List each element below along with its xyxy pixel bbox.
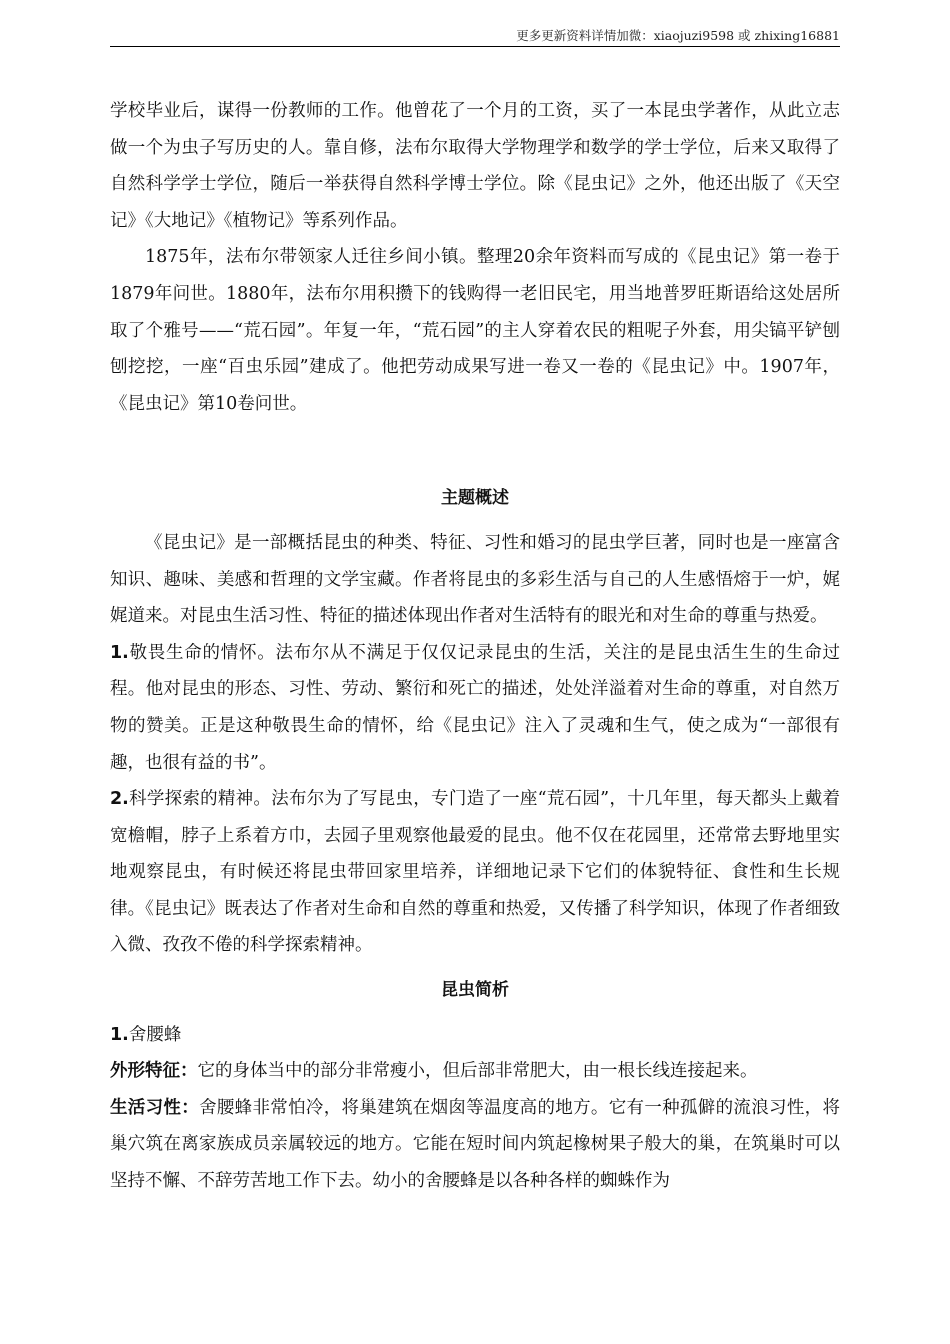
document-body [110, 93, 840, 1200]
heading-spacer [110, 517, 840, 525]
insect-habit-label: 生活习性： [110, 1097, 200, 1118]
insect-shape-text: 它的身体当中的部分非常瘦小，但后部非常肥大，由一根长线连接起来。 [197, 1061, 758, 1082]
header-rule [110, 46, 840, 47]
insect-item-number: 1. [110, 1024, 129, 1045]
section-heading-insects: 昆虫简析 [441, 980, 509, 1001]
theme-item-2-text: 科学探索的精神。法布尔为了写昆虫，专门造了一座“荒石园”，十几年里，每天都头上戴着宽檐帽，脖子上系着方巾，去园子里观察他最爱的昆虫。他不仅在花园里，还常常去野地里实地观察昆虫，有时候还将昆虫带回家里培养，详细地记录下它们的体貌特征、食性和生长规律。《昆虫记》既表达了作者对生命和自然的尊重和热爱，又传播了科学知识，体现了作者细致入微、孜孜不倦的科学探索精神。 [110, 789, 840, 956]
theme-item-2-number: 2. [110, 789, 129, 810]
theme-paragraph: 《昆虫记》是一部概括昆虫的种类、特征、习性和婚习的昆虫学巨著，同时也是一座富含知识、趣味、美感和哲理的文学宝藏。作者将昆虫的多彩生活与自己的人生感悟熔于一炉，娓娓道来。对昆虫生活习性、特征的描述体现出作者对生活特有的眼光和对生命的尊重与热爱。 [110, 532, 840, 627]
insect-habit-text: 舍腰蜂非常怕冷，将巢建筑在烟囱等温度高的地方。它有一种孤僻的流浪习性，将巢穴筑在离家族成员亲属较远的地方。它能在短时间内筑起橡树果子般大的巢，在筑巢时可以坚持不懈、不辞劳苦地工作下去。幼小的舍腰蜂是以各种各样的蜘蛛作为 [110, 1097, 840, 1192]
insect-item-name: 舍腰蜂 [128, 1024, 182, 1045]
intro-paragraph-2: 1875年，法布尔带领家人迁往乡间小镇。整理20余年资料而写成的《昆虫记》第一卷于1879年问世。1880年，法布尔用积攒下的钱购得一老旧民宅，用当地普罗旺斯语给这处居所取了个雅号——“荒石园”。年复一年，“荒石园”的主人穿着农民的粗呢子外套，用尖镐平铲刨刨挖挖，一座“百虫乐园”建成了。他把劳动成果写进一卷又一卷的《昆虫记》中。1907年，《昆虫记》第10卷问世。 [110, 247, 840, 414]
theme-item-1-text: 敬畏生命的情怀。法布尔从不满足于仅仅记录昆虫的生活，关注的是昆虫活生生的生命过程。他对昆虫的形态、习性、劳动、繁衍和死亡的描述，处处洋溢着对生命的尊重，对自然万物的赞美。正是这种敬畏生命的情怀，给《昆虫记》注入了灵魂和生气，使之成为“一部很有趣，也很有益的书”。 [110, 642, 840, 773]
insect-shape [110, 1053, 840, 1090]
theme-item-2 [110, 781, 840, 964]
insect-shape-label: 外形特征： [110, 1061, 198, 1082]
intro-paragraph-1: 学校毕业后，谋得一份教师的工作。他曾花了一个月的工资，买了一本昆虫学著作，从此立志做一个为虫子写历史的人。靠自修，法布尔取得大学物理学和数学的学士学位，后来又取得了自然科学学士学位，随后一举获得自然科学博士学位。除《昆虫记》之外，他还出版了《天空记》《大地记》《植物记》等系列作品。 [110, 101, 840, 231]
section-spacer [110, 422, 840, 480]
insect-item-title [110, 1017, 840, 1054]
section-spacer-2 [110, 964, 840, 972]
section-heading-theme: 主题概述 [441, 488, 509, 509]
heading-spacer-2 [110, 1009, 840, 1017]
insect-habit [110, 1090, 840, 1200]
theme-item-1-number: 1. [110, 642, 129, 663]
page-header: 更多更新资料详情加微：xiaojuzi9598 或 zhixing16881 [516, 28, 840, 43]
theme-item-1 [110, 635, 840, 781]
